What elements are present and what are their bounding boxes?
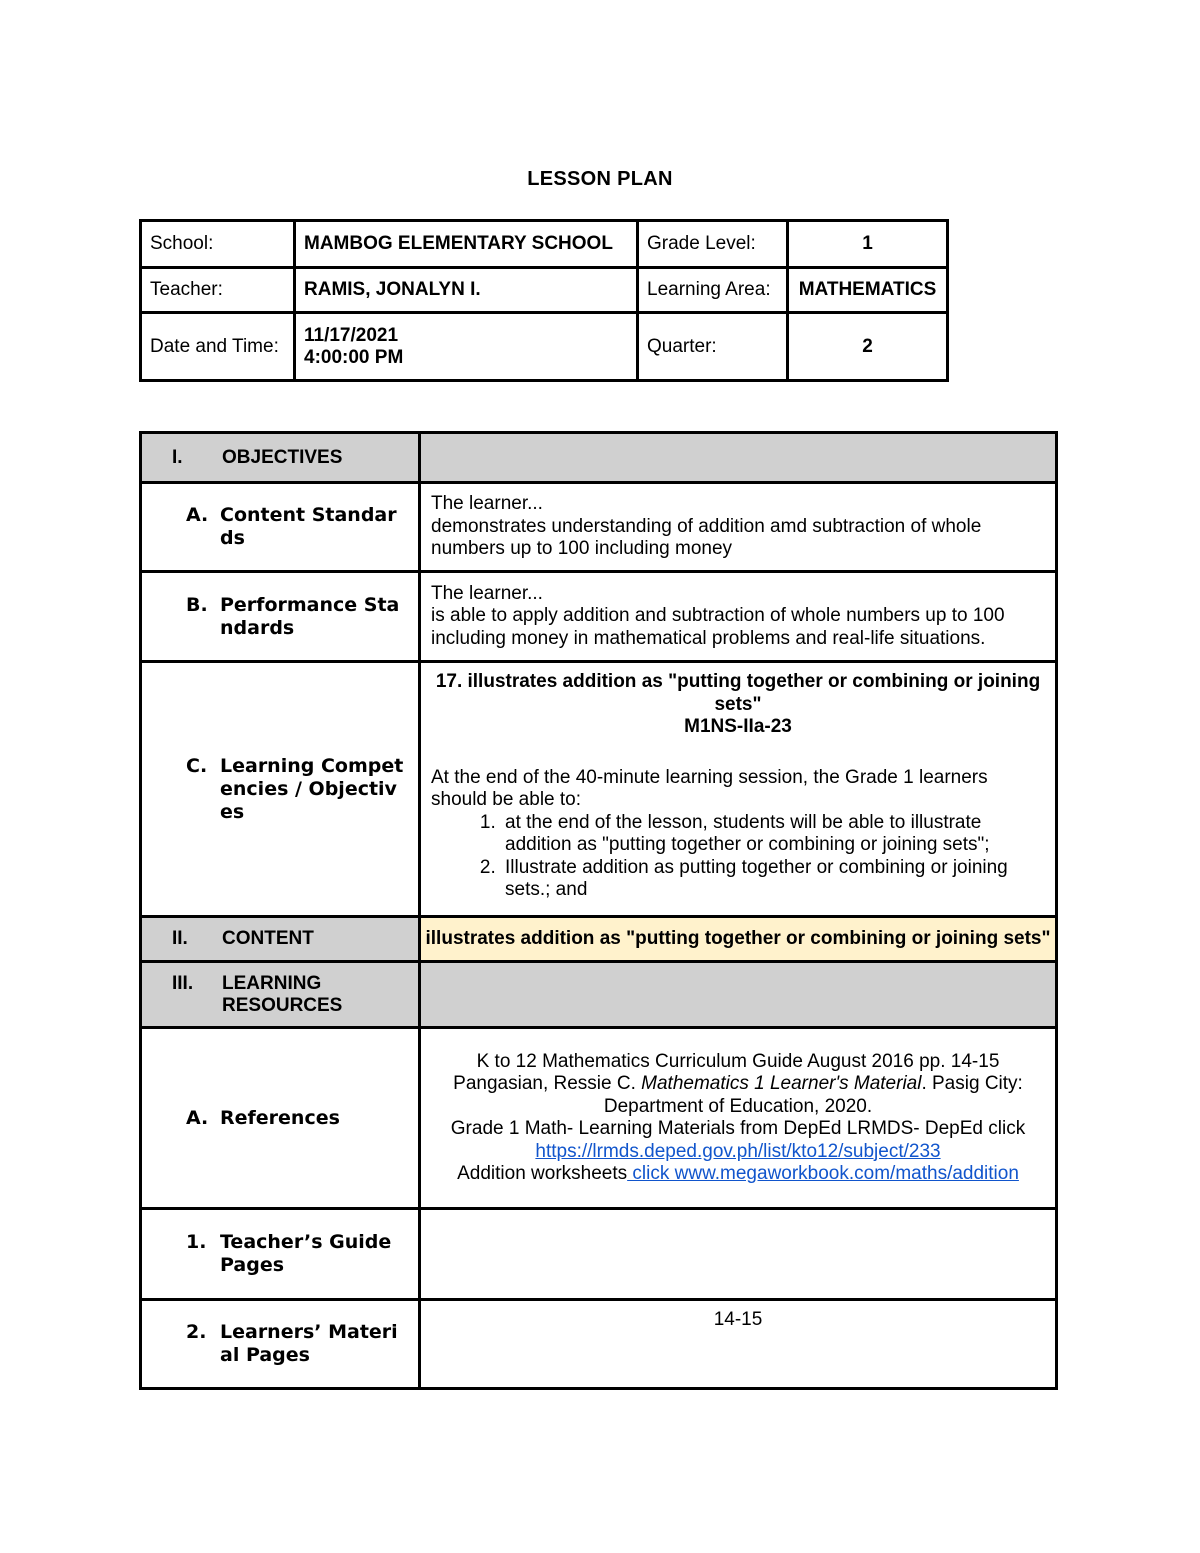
objectives-header-blank (420, 433, 1057, 483)
objective-item: 2. Illustrate addition as putting together or combining or joining sets.; and (501, 857, 1045, 902)
reference-title: Mathematics 1 Learner's Material (641, 1073, 922, 1094)
competency-intro: At the end of the 40-minute learning session, the Grade 1 learners should be able to: (431, 766, 988, 810)
item-number: A. (186, 504, 209, 526)
page-title: LESSON PLAN (527, 168, 673, 190)
school-value: MAMBOG ELEMENTARY SCHOOL (295, 221, 638, 268)
content-standards-value (420, 483, 1057, 572)
section-title-line: LEARNING (222, 972, 322, 994)
date-time-value (295, 313, 638, 381)
learning-resources-header-blank (420, 962, 1057, 1028)
reference-learners-material (431, 1073, 1045, 1096)
learning-resources-heading (141, 962, 420, 1028)
reference-publisher: . Pasig City: (921, 1073, 1023, 1094)
learning-competencies-value (420, 662, 1057, 917)
content-standards-text: demonstrates understanding of addition amd subtraction of whole numbers up to 100 including money (431, 515, 982, 560)
lesson-header-table (139, 219, 949, 382)
learners-material-value: 14-15 (420, 1300, 1057, 1389)
learners-material-label (141, 1300, 420, 1389)
objectives-heading (141, 433, 420, 483)
references-value (420, 1028, 1057, 1209)
section-title: OBJECTIVES (222, 446, 343, 468)
megaworkbook-link[interactable]: click www.megaworkbook.com/maths/addition (627, 1163, 1019, 1184)
reference-worksheets (431, 1163, 1045, 1186)
section-number: II. (172, 928, 188, 949)
item-number: 2. (186, 1321, 207, 1343)
learning-resources-header-row (141, 962, 1057, 1028)
reference-author: Pangasian, Ressie C. (453, 1073, 642, 1094)
lesson-main-table (139, 431, 1058, 1390)
section-number: I. (172, 446, 183, 468)
teacher-value: RAMIS, JONALYN I. (295, 268, 638, 313)
reference-lrmds: Grade 1 Math- Learning Materials from DepEd LRMDS- DepEd click (450, 1118, 1026, 1139)
section-number: III. (172, 972, 194, 994)
reference-curriculum-guide: K to 12 Mathematics Curriculum Guide August 2016 pp. 14-15 (476, 1050, 1000, 1072)
teacher-label: Teacher: (141, 268, 295, 313)
references-row (141, 1028, 1057, 1209)
time-value: 4:00:00 PM (304, 346, 404, 368)
learning-area-value: MATHEMATICS (788, 268, 948, 313)
item-label: Content Standards (220, 504, 397, 549)
references-label (141, 1028, 420, 1209)
section-title: CONTENT (222, 928, 314, 949)
objective-item: 1. at the end of the lesson, students will be able to illustrate addition as "putting together or combining or joining sets"; (501, 812, 1045, 857)
performance-standards-text: is able to apply addition and subtraction of whole numbers up to 100 including money in mathematical problems and real-life situations. (431, 605, 1005, 649)
item-label: Learning Competencies / Objectives (220, 754, 404, 823)
school-label: School: (141, 221, 295, 268)
content-standards-intro: The learner... (431, 493, 543, 515)
competency-code: M1NS-IIa-23 (684, 716, 792, 737)
item-number: C. (186, 754, 208, 777)
learning-competencies-label (141, 662, 420, 917)
item-number: 1. (186, 1231, 207, 1253)
item-label: Performance Standards (220, 593, 400, 639)
reference-publisher-line: Department of Education, 2020. (603, 1095, 873, 1117)
learning-area-label: Learning Area: (638, 268, 788, 313)
section-title-line: RESOURCES (222, 994, 343, 1016)
objectives-header-row (141, 433, 1057, 483)
grade-level-value: 1 (788, 221, 948, 268)
item-number: B. (186, 593, 208, 616)
lrmds-link[interactable]: https://lrmds.deped.gov.ph/list/kto12/subject/233 (535, 1140, 941, 1162)
content-standards-label (141, 483, 420, 572)
content-row (141, 917, 1057, 962)
competency-heading: 17. illustrates addition as "putting together or combining or joining sets" (435, 671, 1041, 715)
date-time-label: Date and Time: (141, 313, 295, 381)
performance-standards-value (420, 572, 1057, 662)
item-number: A. (186, 1106, 209, 1129)
item-label: Teacher’s Guide Pages (220, 1231, 392, 1276)
objectives-list (431, 812, 1045, 902)
quarter-value: 2 (788, 313, 948, 381)
item-label: References (220, 1106, 340, 1129)
content-value: illustrates addition as "putting together or combining or joining sets" (420, 917, 1057, 962)
worksheets-label: Addition worksheets (457, 1163, 628, 1184)
teachers-guide-row (141, 1209, 1057, 1300)
performance-standards-row (141, 572, 1057, 662)
learning-competencies-row (141, 662, 1057, 917)
section-title (222, 973, 342, 1017)
performance-standards-intro: The learner... (431, 582, 543, 604)
teachers-guide-value (420, 1209, 1057, 1300)
performance-standards-label (141, 572, 420, 662)
content-standards-row (141, 483, 1057, 572)
date-value: 11/17/2021 (304, 324, 399, 346)
content-heading (141, 917, 420, 962)
learners-material-row (141, 1300, 1057, 1389)
item-label: Learners’ Material Pages (220, 1321, 398, 1366)
quarter-label: Quarter: (638, 313, 788, 381)
grade-level-label: Grade Level: (638, 221, 788, 268)
teachers-guide-label (141, 1209, 420, 1300)
